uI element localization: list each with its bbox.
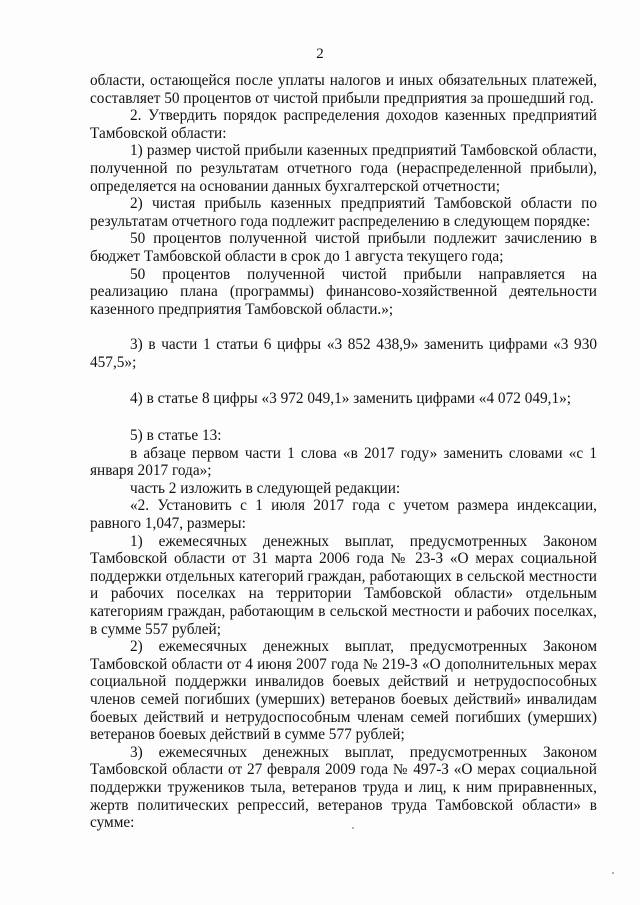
paragraph-indexation: «2. Установить с 1 июля 2017 года с учетом размера индексации, равного 1,047, размеры:: [90, 497, 597, 533]
paragraph-item-2: 2. Утвердить порядок распределения доходов казенных предприятий Тамбовской области:: [90, 107, 597, 142]
page-number: 2: [316, 46, 324, 62]
paragraph-budget-share: 50 процентов полученной чистой прибыли подлежит зачислению в бюджет Тамбовской области в срок до 1 августа текущего года;: [90, 230, 597, 265]
paragraph-item-3: 3) в части 1 статьи 6 цифры «3 852 438,9» заменить цифрами «3 930 457,5»;: [90, 336, 597, 371]
paragraph-subitem-1: 1) размер чистой прибыли казенных предприятий Тамбовской области, полученной по результатам отчетного года (нераспределенной прибыли), определяется на основании данных бухгалтерской отчетности;: [90, 142, 597, 195]
paragraph-part1-words: в абзаце первом части 1 слова «в 2017 году» заменить словами «с 1 января 2017 года»;: [90, 444, 597, 480]
document-body: [90, 72, 597, 832]
paragraph-plan-share: 50 процентов полученной чистой прибыли направляется на реализацию плана (программы) финансово-хозяйственной деятельности казенного предприятия Тамбовской области.»;: [90, 265, 597, 318]
paragraph-payment-3: 3) ежемесячных денежных выплат, предусмотренных Законом Тамбовской области от 27 февраля 2009 года № 497-З «О мерах социальной поддержки тружеников тыла, ветеранов труда и лиц, к ним приравненных, жертв политических репрессий, ветеранов труда Тамбовской области» в сумме:: [90, 743, 597, 832]
paragraph-payment-1: 1) ежемесячных денежных выплат, предусмотренных Законом Тамбовской области от 31 марта 2006 года № 23-З «О мерах социальной поддержки отдельных категорий граждан, работающих в сельской местности и рабочих поселках на территории Тамбовской области» отдельным категориям граждан, работающим в сельской местности и рабочих поселках, в сумме 557 рублей;: [90, 532, 597, 638]
paragraph-part2-intro: часть 2 изложить в следующей редакции:: [130, 479, 401, 497]
paragraph-payment-2: 2) ежемесячных денежных выплат, предусмотренных Законом Тамбовской области от 4 июня 2007 года № 219-З «О дополнительных мерах социальной поддержки инвалидов боевых действий и нетрудоспособных членов семей погибших (умерших) ветеранов боевых действий» инвалидам боевых действий и нетрудоспособным членам семей погибших (умерших) ветеранов боевых действий в сумме 577 рублей;: [90, 638, 597, 744]
paragraph-item-4: 4) в статье 8 цифры «3 972 049,1» заменить цифрами «4 072 049,1»;: [130, 389, 572, 407]
paragraph-subitem-2: 2) чистая прибыль казенных предприятий Тамбовской области по результатам отчетного года подлежит распределению в следующем порядке:: [90, 195, 597, 230]
scan-speck: [612, 872, 614, 874]
paragraph-continuation: области, остающейся после уплаты налогов и иных обязательных платежей, составляет 50 процентов от чистой прибыли предприятия за прошедший год.: [90, 72, 597, 107]
paragraph-item-5: 5) в статье 13:: [130, 427, 222, 445]
scan-speck: [352, 827, 354, 829]
